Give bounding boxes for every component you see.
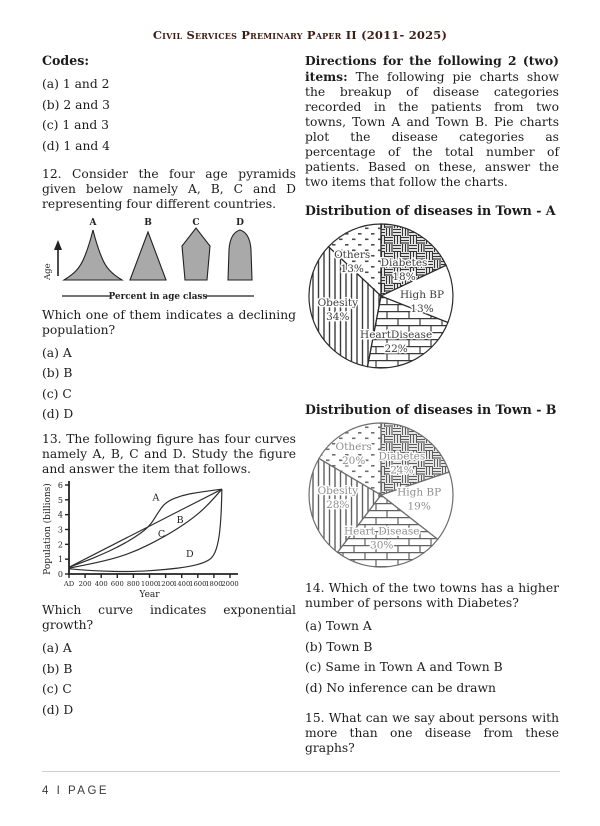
- option-item: (d) D: [42, 702, 74, 717]
- svg-text:1600: 1600: [189, 580, 207, 588]
- option-item: (b) B: [42, 661, 73, 676]
- svg-text:30%: 30%: [370, 539, 394, 552]
- left-column: [42, 53, 296, 724]
- svg-text:1800: 1800: [205, 580, 223, 588]
- question-12-prompt: Which one of them indicates a declining population?: [42, 307, 296, 337]
- directions-body: The following pie charts show the breakup of disease categories recorded in the patients from two towns, Town A and Town B. Pie charts plot the disease categories as percentage of the total number of patients. Based on these, answer the two items that follow the charts.: [305, 70, 559, 189]
- svg-text:400: 400: [94, 580, 108, 588]
- svg-text:Obesity: Obesity: [317, 296, 359, 309]
- directions-text: [305, 53, 559, 190]
- svg-text:24%: 24%: [390, 464, 414, 477]
- question-13-options: [42, 642, 296, 717]
- svg-text:1000: 1000: [140, 580, 159, 588]
- option-item: (a) 1 and 2: [42, 77, 110, 91]
- svg-text:2: 2: [57, 540, 63, 550]
- option-item: (c) C: [42, 682, 72, 696]
- option-item: (a) Town A: [305, 619, 372, 633]
- svg-text:AD: AD: [63, 580, 75, 588]
- option-item: (a) A: [42, 345, 72, 360]
- question-15-text: 15. What can we say about persons with more than one disease from these graphs?: [305, 710, 559, 755]
- header-title: Civil Services Preminary Paper II (2011- 2025): [152, 28, 448, 42]
- svg-text:1: 1: [57, 555, 63, 565]
- option-item: (b) 2 and 3: [42, 97, 110, 112]
- svg-text:5: 5: [57, 495, 63, 505]
- svg-text:28%: 28%: [326, 498, 350, 511]
- option-item: (d) No inference can be drawn: [305, 680, 496, 695]
- right-column: [305, 53, 559, 756]
- question-12-options: [42, 347, 296, 422]
- question-13-prompt: Which curve indicates exponential growth?: [42, 603, 296, 632]
- option-item: (b) B: [42, 366, 73, 380]
- option-item: (b) Town B: [305, 639, 373, 654]
- svg-text:34%: 34%: [326, 310, 350, 323]
- option-item: (c) C: [42, 386, 72, 401]
- svg-text:18%: 18%: [392, 271, 416, 284]
- svg-text:Percent in age class: Percent in age class: [108, 291, 208, 302]
- svg-text:22%: 22%: [384, 343, 408, 356]
- pie-a-title: Distribution of diseases in Town - A: [305, 203, 556, 218]
- pie-b-title: Distribution of diseases in Town - B: [305, 402, 557, 417]
- svg-text:Heart Disease: Heart Disease: [343, 525, 420, 538]
- svg-text:0: 0: [57, 570, 63, 579]
- svg-text:1400: 1400: [173, 580, 191, 588]
- svg-text:High BP: High BP: [397, 486, 442, 499]
- svg-text:A: A: [89, 217, 97, 228]
- svg-text:D: D: [185, 548, 194, 560]
- svg-text:C: C: [192, 217, 200, 228]
- svg-text:A: A: [152, 492, 160, 504]
- svg-text:HeartDisease: HeartDisease: [360, 329, 433, 342]
- population-curves-chart: [42, 477, 296, 599]
- page-number: 4 I PAGE: [42, 785, 110, 797]
- option-item: (c) 1 and 3: [42, 118, 109, 132]
- svg-text:C: C: [157, 528, 166, 540]
- option-item: (d) 1 and 4: [42, 138, 110, 153]
- svg-text:200: 200: [78, 580, 92, 588]
- directions-label: Directions for the following 2 (two) items:: [305, 53, 559, 84]
- question-13-text: 13. The following figure has four curves namely A, B, C and D. Study the figure and answer the item that follows.: [42, 432, 296, 476]
- svg-text:13%: 13%: [340, 263, 364, 276]
- svg-text:B: B: [176, 514, 184, 526]
- question-14-options: [305, 620, 559, 695]
- svg-text:Others: Others: [335, 441, 372, 454]
- svg-text:13%: 13%: [410, 302, 434, 315]
- svg-text:20%: 20%: [341, 455, 366, 468]
- svg-text:D: D: [236, 217, 244, 228]
- svg-text:Others: Others: [334, 249, 371, 262]
- question-12-text: 12. Consider the four age pyramids given below namely A, B, C and D representing four different countries.: [42, 166, 296, 211]
- svg-text:800: 800: [126, 580, 140, 588]
- svg-text:Year: Year: [139, 590, 160, 599]
- svg-text:Obesity: Obesity: [317, 484, 359, 497]
- town-a-pie-chart: [305, 220, 559, 372]
- svg-text:4: 4: [57, 510, 63, 520]
- codes-options: [42, 78, 296, 153]
- option-item: (c) Same in Town A and Town B: [305, 660, 503, 674]
- codes-title: Codes:: [42, 53, 89, 68]
- option-item: (d) D: [42, 407, 74, 421]
- town-b-pie-chart: [305, 419, 559, 571]
- svg-text:3: 3: [57, 525, 63, 535]
- svg-text:600: 600: [110, 580, 124, 588]
- svg-text:High BP: High BP: [399, 288, 445, 301]
- svg-text:Diabetes: Diabetes: [378, 450, 426, 463]
- svg-text:19%: 19%: [407, 500, 431, 513]
- question-14-text: 14. Which of the two towns has a higher number of persons with Diabetes?: [305, 581, 559, 610]
- option-item: (a) A: [42, 641, 72, 655]
- svg-text:1200: 1200: [156, 580, 175, 588]
- svg-text:2000: 2000: [221, 580, 239, 588]
- page-footer: [42, 771, 560, 798]
- page-header: [0, 24, 600, 43]
- svg-text:Diabetes: Diabetes: [380, 257, 428, 270]
- svg-text:6: 6: [57, 481, 63, 490]
- svg-text:Age: Age: [43, 262, 53, 280]
- svg-text:Population (billions): Population (billions): [43, 483, 53, 575]
- age-pyramids-figure: [42, 216, 296, 304]
- svg-text:B: B: [144, 217, 152, 228]
